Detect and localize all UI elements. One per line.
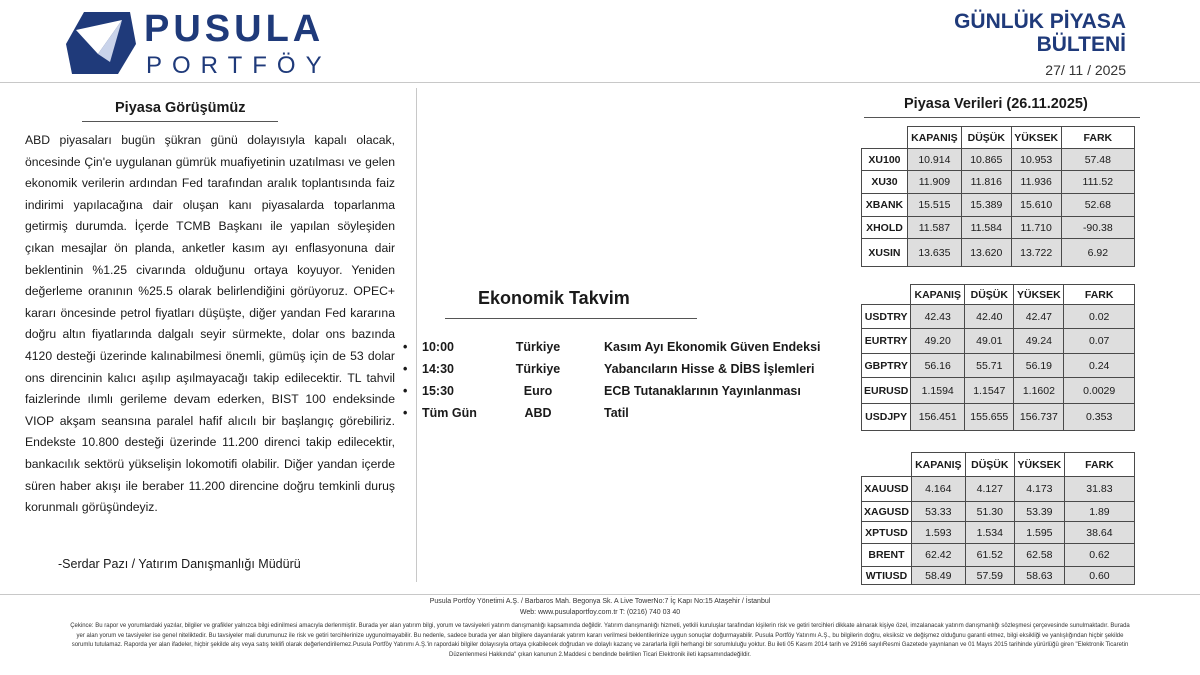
table-row [862, 404, 1135, 431]
table-corner-cell [862, 285, 911, 305]
column-divider [416, 88, 417, 582]
column-header: FARK [1064, 285, 1135, 305]
diff-cell: 52.68 [1061, 194, 1134, 217]
symbol-cell: XUSIN [862, 239, 908, 267]
event-country: Türkiye [515, 340, 561, 354]
event-name: Kasım Ayı Ekonomik Güven Endeksi [604, 340, 821, 354]
high-cell: 58.63 [1014, 567, 1064, 585]
close-cell: 11.587 [907, 217, 961, 239]
table-row [862, 567, 1135, 585]
diff-cell: 0.0029 [1064, 378, 1135, 404]
table-row [862, 354, 1135, 378]
equities-table [861, 126, 1135, 267]
close-cell: 10.914 [907, 149, 961, 171]
table-row [862, 239, 1135, 267]
brand-sub: PORTFÖY [146, 52, 332, 79]
close-cell: 1.1594 [911, 378, 965, 404]
bullet-icon: • [403, 340, 408, 354]
column-header: FARK [1064, 453, 1134, 477]
low-cell: 155.655 [965, 404, 1014, 431]
symbol-cell: BRENT [862, 544, 912, 567]
diff-cell: 0.24 [1064, 354, 1135, 378]
low-cell: 51.30 [965, 502, 1014, 522]
table-row [862, 329, 1135, 354]
calendar-underline [445, 318, 697, 319]
bulletin-date: 27/ 11 / 2025 [1045, 62, 1126, 78]
high-cell: 42.47 [1014, 305, 1064, 329]
table-header-row [862, 285, 1135, 305]
diff-cell: 31.83 [1064, 477, 1134, 502]
table-corner-cell [862, 127, 908, 149]
column-header: YÜKSEK [1014, 285, 1064, 305]
high-cell: 1.595 [1014, 522, 1064, 544]
diff-cell: 111.52 [1061, 171, 1134, 194]
pusula-logo [66, 8, 346, 78]
bullet-icon: • [403, 406, 408, 420]
close-cell: 42.43 [911, 305, 965, 329]
event-name: Yabancıların Hisse & DİBS İşlemleri [604, 362, 815, 376]
high-cell: 4.173 [1014, 477, 1064, 502]
table-row [862, 544, 1135, 567]
disclaimer: Çekince: Bu rapor ve yorumlardaki yazılar, bilgiler ve grafikler yalnızca bilgi edinilmesi amacıyla derlenmiştir. Burada yer alan yatırım bilgi, yorum ve tavsiyeleri yatırım danışmanlığı kapsamında değildir. Yatırım danışmanlığı hizmeti, yetkili kuruluşlar tarafından kişilerin risk ve getiri tercihleri dikkate alınarak kişiye özel, imzalanacak yatırım danışmanlığı sözleşmesi çerçevesinde sunulmaktadır. Burada yer alan yorum ve tavsiyeler ise genel niteliktedir. Bu tavsiyeler mali durumunuz ile risk ve getiri tercihlerinize uygunolmayabilir. Bu nedenle, sadece burada yer alan bilgilere dayanılarak yatırım kararı verilmesi beklentilerinize uygun sonuçlar doğurmayabilir. Pusula Portföy Yatırımı A.Ş., bu bilgilerin doğru, eksiksiz ve değişmez olduğunu garanti etmez, bilgi eksikliği ve yanlışlığından hiçbir şekilde sorumlu tutulamaz. Raporda yer alan ifadeler, hiçbir şekilde alış veya satış teklifi olarak değerlendirilemez.Pusula Portföy Yatırımı A.Ş.'in rapordaki bilgiler dolayısıyla ortaya çıkabilecek doğrudan ve dolaylı kazanç ve zararlarla ilgili herhangi bir sorumluluğu yoktur. Bu ileti 05 Kasım 2014 tarih ve 29166 sayılıResmi Gazetede yayınlanan ve 01 Mayıs 2015 tarihinde yürürlüğü giren "Elektronik Ticaretin Düzenlenmesi Hakkında" çıkan kanunun 2.Maddesi c bendinde belirtilen Ticari Elektronik ileti kapsamındadeğildir. [70, 623, 1130, 658]
event-country: Euro [523, 384, 553, 398]
diff-cell: 0.07 [1064, 329, 1135, 354]
column-header: KAPANIŞ [911, 453, 965, 477]
diff-cell: 0.02 [1064, 305, 1135, 329]
symbol-cell: XBANK [862, 194, 908, 217]
symbol-cell: USDJPY [862, 404, 911, 431]
bullet-icon: • [403, 384, 408, 398]
market-view-body: ABD piyasaları bugün şükran günü dolayısıyla kapalı olacak, öncesinde Çin'e uygulanan gümrük muafiyetinin uzatılması ve gelen ekonomik verilerin ardından Fed tarafından aralık toplantısında faiz indirimi yapılacağına dair oluşan kanı piyasalarda toparlanma getirmiş durumda. İçerde TCMB Başkanı ile yapılan söyleşiden çıkan mesajlar ön planda, anketler kasım ayı enflasyonuna dair beklentinin %1.25 civarında olduğunu ortaya koyuyor. Yeniden değerleme oranının %25.5 olarak belirlendiğini görüyoruz. OPEC+ kararı öncesinde petrol fiyatları düşüşte, diğer yandan Fed kararına doğru altın fiyatlarında dalgalı seyir sürmekte, dolar ons bazında 4120 desteği üzerinde kalınabilmesi önemli, gümüş için de 53 dolar ons direncinin kalıcı aşılıp aşılmayacağı takip edilecektir. TL tahvil faizlerinde ılımlı gerileme devam ederken, BIST 100 endeksinde VIOP akşam seansına paralel hafif alıcılı bir başlangıç görebiliriz. Endekste 10.800 desteği üzerinde 11.200 direnci takip edilecektir, bankacılık sektörü yükselişin lokomotifi olabilir. Diğer yandan içerde süren haber akışı ile beraber 11.200 direncine doğru temkinli duruş korunmalı görüşündeyiz. [25, 133, 395, 515]
symbol-cell: XU30 [862, 171, 908, 194]
symbol-cell: XPTUSD [862, 522, 912, 544]
calendar-title: Ekonomik Takvim [478, 288, 630, 308]
diff-cell: 1.89 [1064, 502, 1134, 522]
diff-cell: 0.62 [1064, 544, 1134, 567]
market-view-underline [82, 121, 278, 122]
low-cell: 61.52 [965, 544, 1014, 567]
close-cell: 156.451 [911, 404, 965, 431]
high-cell: 156.737 [1014, 404, 1064, 431]
low-cell: 15.389 [961, 194, 1011, 217]
diff-cell: 0.353 [1064, 404, 1135, 431]
low-cell: 10.865 [961, 149, 1011, 171]
low-cell: 55.71 [965, 354, 1014, 378]
diff-cell: 57.48 [1061, 149, 1134, 171]
close-cell: 62.42 [911, 544, 965, 567]
high-cell: 53.39 [1014, 502, 1064, 522]
close-cell: 15.515 [907, 194, 961, 217]
symbol-cell: GBPTRY [862, 354, 911, 378]
high-cell: 13.722 [1011, 239, 1061, 267]
low-cell: 57.59 [965, 567, 1014, 585]
commodities-table [861, 452, 1135, 585]
column-header: DÜŞÜK [965, 285, 1014, 305]
column-header: DÜŞÜK [961, 127, 1011, 149]
symbol-cell: XU100 [862, 149, 908, 171]
column-header: FARK [1061, 127, 1134, 149]
table-row [862, 522, 1135, 544]
event-time: 14:30 [422, 362, 454, 376]
column-header: KAPANIŞ [911, 285, 965, 305]
diff-cell: -90.38 [1061, 217, 1134, 239]
table-row [862, 149, 1135, 171]
footer-web: Web: www.pusulaportfoy.com.tr T: (0216) 740 03 40 [519, 609, 681, 616]
market-view-title: Piyasa Görüşümüz [115, 100, 246, 116]
event-name: ECB Tutanaklarının Yayınlanması [604, 384, 801, 398]
diff-cell: 6.92 [1061, 239, 1134, 267]
close-cell: 53.33 [911, 502, 965, 522]
table-row [862, 378, 1135, 404]
bulletin-title-line2: BÜLTENİ [1036, 33, 1126, 56]
event-time: 15:30 [422, 384, 454, 398]
diff-cell: 38.64 [1064, 522, 1134, 544]
brand-main: PUSULA [144, 8, 325, 50]
close-cell: 49.20 [911, 329, 965, 354]
symbol-cell: XAUUSD [862, 477, 912, 502]
high-cell: 15.610 [1011, 194, 1061, 217]
close-cell: 1.593 [911, 522, 965, 544]
table-row [862, 194, 1135, 217]
market-view-signature: -Serdar Pazı / Yatırım Danışmanlığı Müdürü [58, 557, 301, 571]
low-cell: 13.620 [961, 239, 1011, 267]
symbol-cell: EURTRY [862, 329, 911, 354]
table-corner-cell [862, 453, 912, 477]
event-time: 10:00 [422, 340, 454, 354]
close-cell: 11.909 [907, 171, 961, 194]
bulletin-title [886, 10, 1126, 56]
high-cell: 56.19 [1014, 354, 1064, 378]
event-name: Tatil [604, 406, 629, 420]
symbol-cell: EURUSD [862, 378, 911, 404]
column-header: YÜKSEK [1014, 453, 1064, 477]
low-cell: 11.816 [961, 171, 1011, 194]
high-cell: 11.710 [1011, 217, 1061, 239]
market-data-title: Piyasa Verileri (26.11.2025) [904, 96, 1088, 112]
low-cell: 4.127 [965, 477, 1014, 502]
fx-table [861, 284, 1135, 431]
close-cell: 56.16 [911, 354, 965, 378]
table-row [862, 477, 1135, 502]
header-divider [0, 82, 1200, 83]
footer-divider [0, 594, 1200, 595]
low-cell: 49.01 [965, 329, 1014, 354]
symbol-cell: XAGUSD [862, 502, 912, 522]
low-cell: 1.534 [965, 522, 1014, 544]
table-row [862, 502, 1135, 522]
bulletin-title-line1: GÜNLÜK PİYASA [954, 10, 1126, 33]
table-row [862, 217, 1135, 239]
close-cell: 4.164 [911, 477, 965, 502]
symbol-cell: USDTRY [862, 305, 911, 329]
diff-cell: 0.60 [1064, 567, 1134, 585]
footer-address: Pusula Portföy Yönetimi A.Ş. / Barbaros Mah. Begonya Sk. A Live TowerNo:7 İç Kapı No:15 Ataşehir / İstanbul [429, 598, 771, 605]
high-cell: 11.936 [1011, 171, 1061, 194]
high-cell: 1.1602 [1014, 378, 1064, 404]
close-cell: 58.49 [911, 567, 965, 585]
column-header: DÜŞÜK [965, 453, 1014, 477]
symbol-cell: WTIUSD [862, 567, 912, 585]
bullet-icon: • [403, 362, 408, 376]
table-row [862, 171, 1135, 194]
high-cell: 49.24 [1014, 329, 1064, 354]
table-row [862, 305, 1135, 329]
low-cell: 11.584 [961, 217, 1011, 239]
table-header-row [862, 453, 1135, 477]
close-cell: 13.635 [907, 239, 961, 267]
market-data-underline [864, 117, 1140, 118]
event-time: Tüm Gün [422, 406, 477, 420]
low-cell: 1.1547 [965, 378, 1014, 404]
event-country: Türkiye [515, 362, 561, 376]
column-header: YÜKSEK [1011, 127, 1061, 149]
high-cell: 10.953 [1011, 149, 1061, 171]
event-country: ABD [524, 406, 552, 420]
compass-logo-icon [66, 10, 136, 76]
symbol-cell: XHOLD [862, 217, 908, 239]
column-header: KAPANIŞ [907, 127, 961, 149]
high-cell: 62.58 [1014, 544, 1064, 567]
table-header-row [862, 127, 1135, 149]
low-cell: 42.40 [965, 305, 1014, 329]
